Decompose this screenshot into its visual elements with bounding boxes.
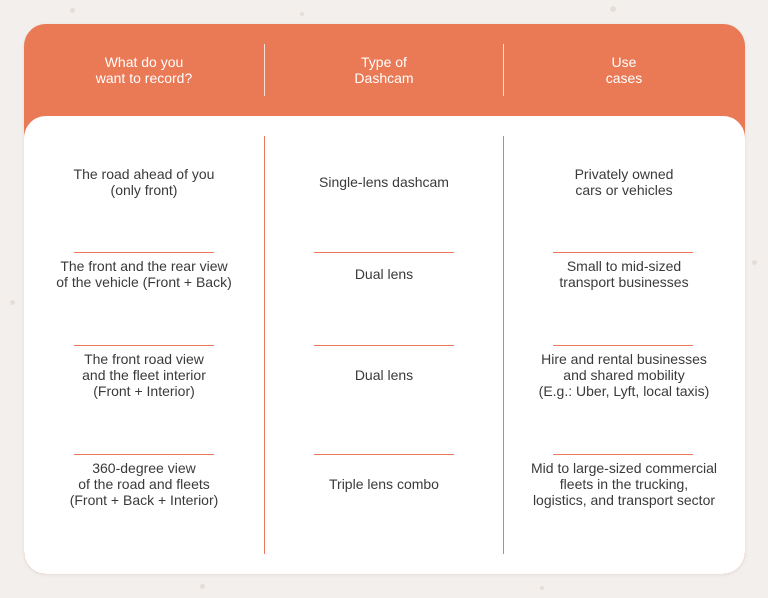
table-row (24, 242, 745, 306)
header-divider (503, 44, 504, 96)
dashcam-type-cell: Dual lens (354, 266, 414, 282)
background-speck (300, 12, 304, 16)
table-row (24, 150, 745, 214)
table-row (24, 343, 745, 407)
table-row (24, 452, 745, 516)
record-cell: The front road view and the fleet interior (Front + Interior) (82, 351, 206, 399)
background-speck (10, 300, 15, 305)
header-use-cases: Use cases (605, 54, 643, 86)
background-speck (752, 260, 757, 265)
use-case-cell: Small to mid-sized transport businesses (559, 258, 689, 290)
header-dashcam-type: Type of Dashcam (354, 54, 414, 86)
background-speck (540, 586, 544, 590)
header-what-to-record: What do you want to record? (95, 54, 193, 86)
use-case-cell: Mid to large-sized commercial fleets in the trucking, logistics, and transport sector (531, 460, 717, 508)
dashcam-type-cell: Triple lens combo (329, 476, 439, 492)
dashcam-type-cell: Single-lens dashcam (319, 174, 449, 190)
background-speck (70, 8, 75, 13)
use-case-cell: Hire and rental businesses and shared mobility (E.g.: Uber, Lyft, local taxis) (538, 351, 710, 399)
header-divider (264, 44, 265, 96)
background-speck (610, 6, 616, 12)
use-case-cell: Privately owned cars or vehicles (574, 166, 674, 198)
table-body (24, 116, 745, 574)
comparison-table-card (24, 24, 745, 574)
background-speck (200, 584, 205, 589)
dashcam-type-cell: Dual lens (354, 367, 414, 383)
record-cell: The road ahead of you (only front) (73, 166, 215, 198)
record-cell: The front and the rear view of the vehicle (Front + Back) (56, 258, 232, 290)
record-cell: 360-degree view of the road and fleets (Front + Back + Interior) (69, 460, 219, 508)
table-header (24, 24, 745, 120)
